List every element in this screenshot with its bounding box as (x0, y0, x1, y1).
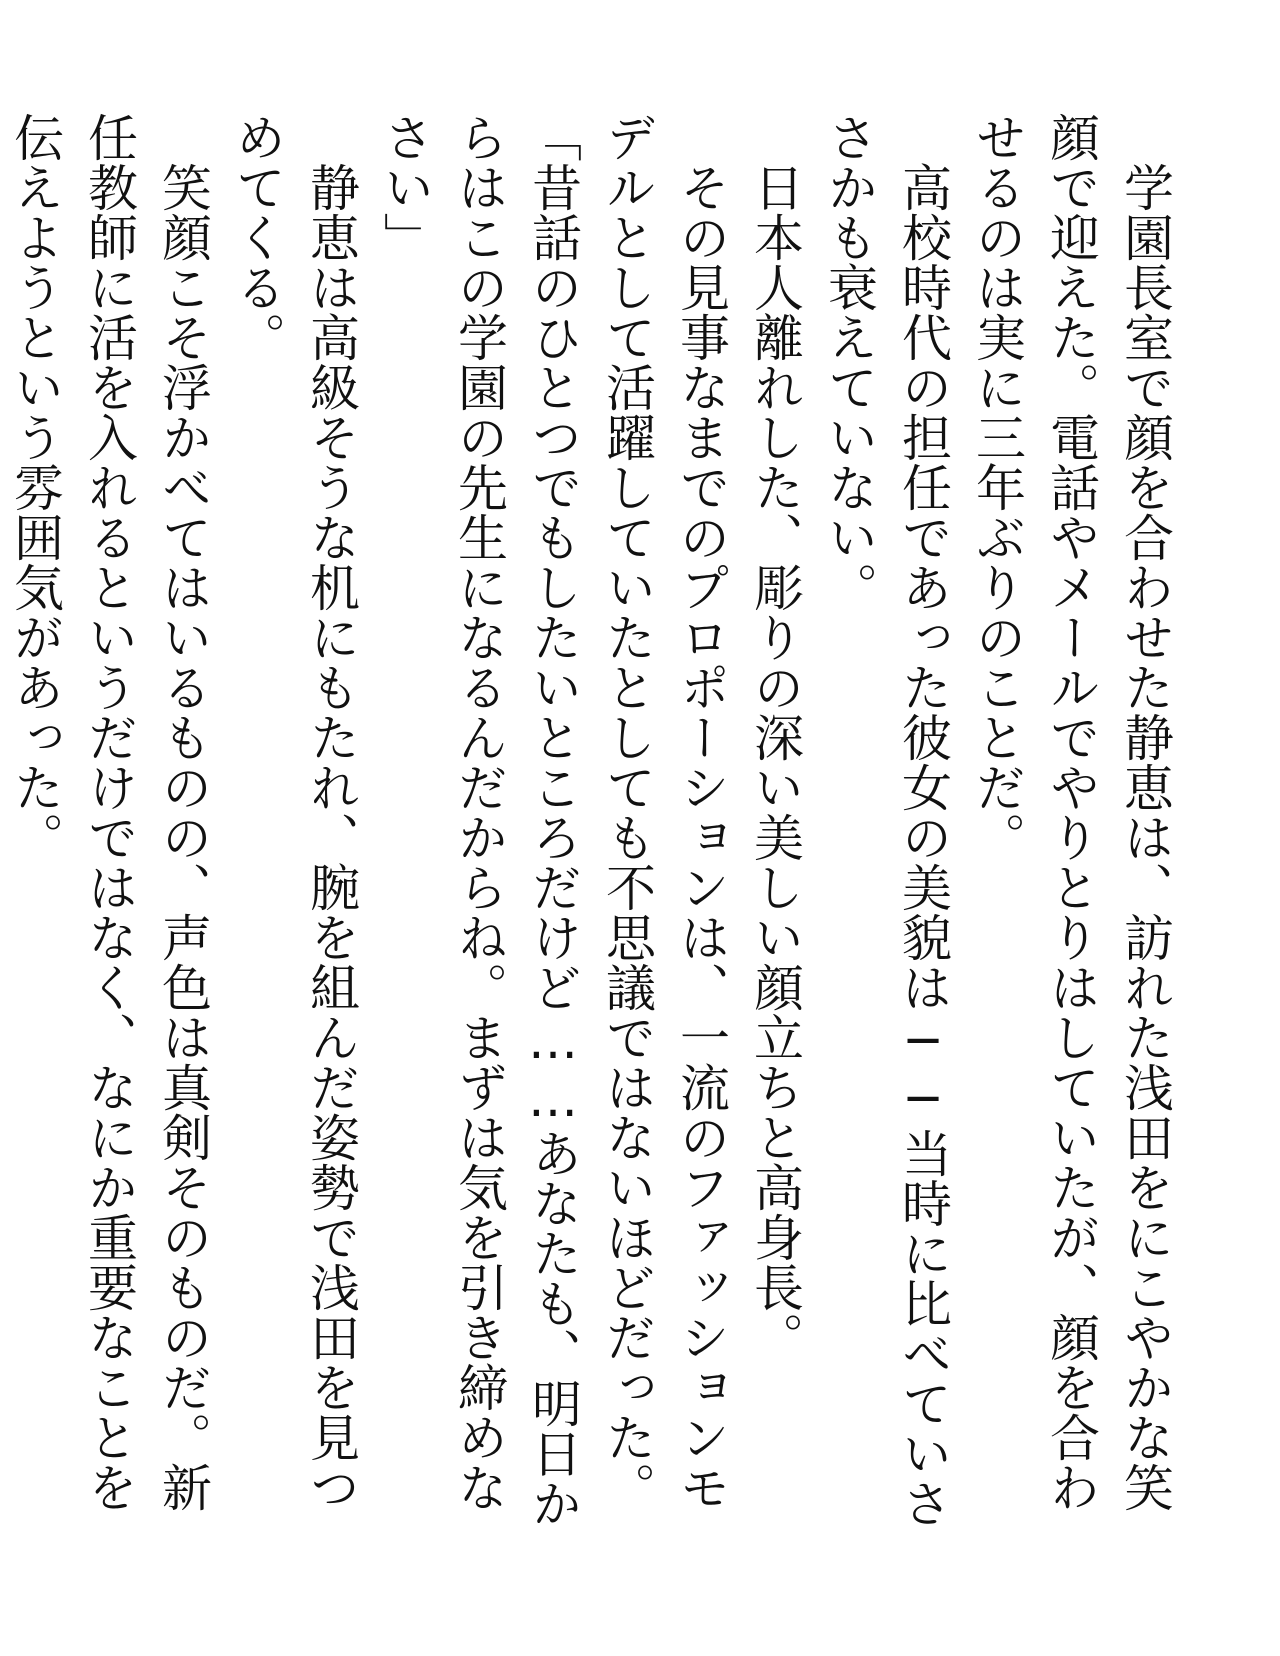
paragraph-2: 高校時代の担任であった彼女の美貌は──当時に比べていささかも衰えていない。 (820, 112, 952, 1528)
paragraph-4: その見事なまでのプロポーションは、一流のファッションモデルとして活躍していたとしても不思議ではないほどだった。 (598, 112, 730, 1512)
paragraph-6: 笑顔こそ浮かべてはいるものの、声色は真剣そのものだ。新任教師に活を入れるというだけではなく、なにか重要なことを伝えようという雰囲気があった。 (6, 112, 212, 1512)
paragraph-1: 学園長室で顔を合わせた静恵は、訪れた浅田をにこやかな笑顔で迎えた。電話やメールでやりとりはしていたが、顔を合わせるのは実に三年ぶりのことだ。 (968, 112, 1174, 1512)
paragraph-3: 日本人離れした、彫りの深い美しい顔立ちと高身長。 (746, 162, 804, 1362)
vertical-text-block (0, 112, 1182, 1552)
dialogue-1: 「昔話のひとつでもしたいところだけど……あなたも、明日からはこの学園の先生になるんだからね。まずは気を引き締めなさい」 (376, 112, 582, 1528)
paragraph-5: 静恵は高級そうな机にもたれ、腕を組んだ姿勢で浅田を見つめてくる。 (228, 112, 360, 1512)
